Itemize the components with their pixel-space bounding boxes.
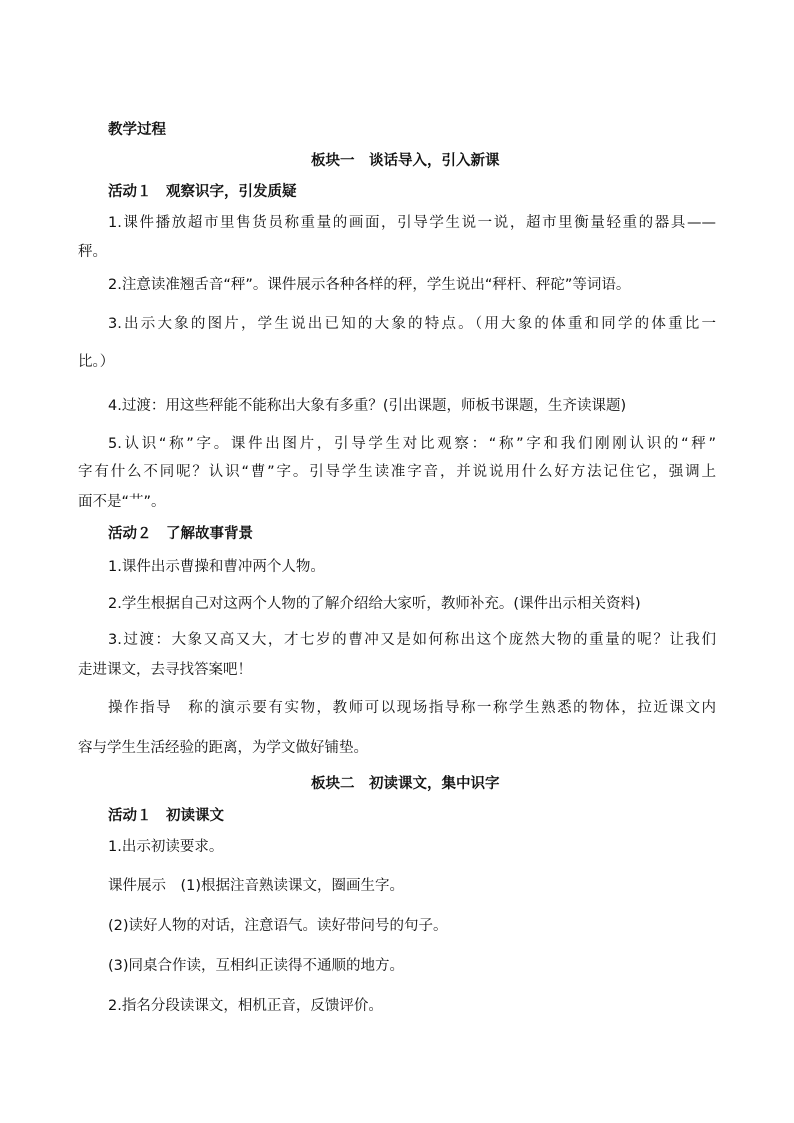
block2-activity1-label: 活动１ 初读课文 [108,808,224,824]
block1-guide-line1: 操作指导 称的演示要有实物，教师可以现场指导称一称学生熟悉的物体，拉近课文内 [108,700,716,716]
section-title: 教学过程 [108,122,166,138]
block1-activity2-label: 活动２ 了解故事背景 [108,526,253,542]
block1-activity2-item3-line2: 走进课文，去寻找答案吧！ [78,662,252,678]
block1-activity1-item1-line2: 秤。 [78,244,107,260]
block2-activity1-req2: (2)读好人物的对话，注意语气。读好带问号的句子。 [108,918,448,934]
block2-activity1-courseware: 课件展示 (1)根据注音熟读课文，圈画生字。 [108,878,405,894]
block1-activity2-item2: 2.学生根据自己对这两个人物的了解介绍给大家听，教师补充。(课件出示相关资料) [108,596,641,612]
block2-activity1-item2: 2.指名分段读课文，相机正音，反馈评价。 [108,998,383,1014]
block2-activity1-item1: 1.出示初读要求。 [108,839,224,855]
block1-activity2-item1: 1.课件出示曹操和曹冲两个人物。 [108,559,325,575]
block1-activity1-item3-line1: 3.出示大象的图片，学生说出已知的大象的特点。（用大象的体重和同学的体重比一 [108,316,716,332]
block1-title: 板块一 谈话导入，引入新课 [311,153,500,169]
block1-activity1-item5-line2: 字有什么不同呢？认识“曹”字。引导学生读准字音，并说说用什么好方法记住它，强调上 [78,464,716,480]
block1-activity1-label: 活动１ 观察识字，引发质疑 [108,184,297,200]
block1-activity1-item5-line3: 面不是“艹”。 [78,494,166,510]
block1-activity1-item3-line2: 比。） [78,354,115,370]
block1-activity1-item2: 2.注意读准翘舌音“秤”。课件展示各种各样的秤，学生说出“秤杆、秤砣”等词语。 [108,277,631,293]
block1-activity1-item4: 4.过渡：用这些秤能不能称出大象有多重？(引出课题，师板书课题，生齐读课题) [108,398,627,414]
block2-title: 板块二 初读课文，集中识字 [311,776,500,792]
block2-activity1-req3: (3)同桌合作读，互相纠正读得不通顺的地方。 [108,958,405,974]
block1-activity1-item5-line1: 5.认识“称”字。课件出图片，引导学生对比观察：“称”字和我们刚刚认识的“秤” [108,436,716,452]
block1-activity2-item3-line1: 3.过渡：大象又高又大，才七岁的曹冲又是如何称出这个庞然大物的重量的呢？让我们 [108,632,716,648]
block1-guide-line2: 容与学生生活经验的距离，为学文做好铺垫。 [78,740,368,756]
block1-activity1-item1-line1: 1.课件播放超市里售货员称重量的画面，引导学生说一说，超市里衡量轻重的器具—— [108,215,716,231]
